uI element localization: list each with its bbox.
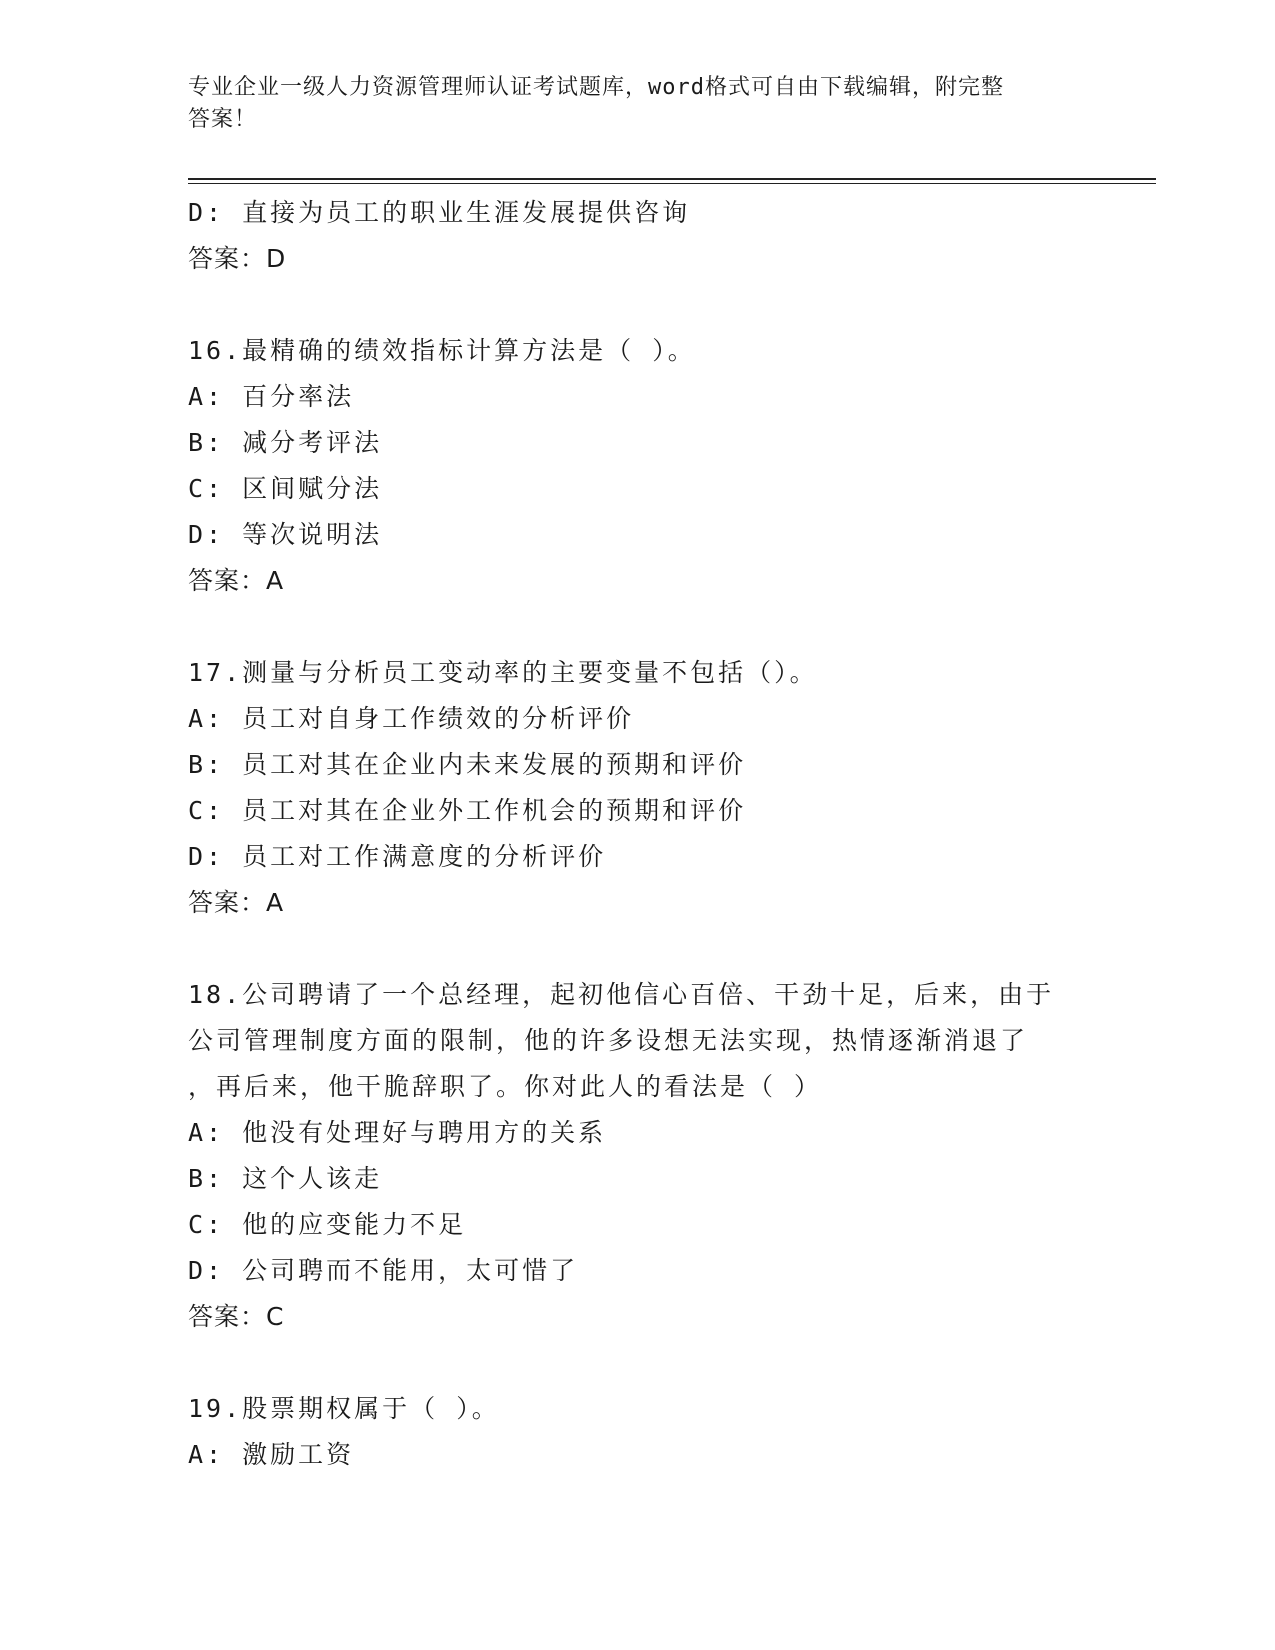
question-stem-line-1: 18.公司聘请了一个总经理，起初他信心百倍、干劲十足，后来，由于: [188, 980, 1055, 1009]
answer: 答案：C: [188, 1302, 285, 1331]
document-header: [188, 72, 1088, 136]
option-a: A: 他没有处理好与聘用方的关系: [188, 1118, 607, 1147]
spacer: [188, 282, 1108, 328]
question-stem-line-2: 公司管理制度方面的限制，他的许多设想无法实现，热情逐渐消退了: [188, 1026, 1029, 1055]
question-stem: 16.最精确的绩效指标计算方法是（ ）。: [188, 336, 696, 365]
header-divider-thin: [188, 183, 1156, 184]
spacer: [188, 926, 1108, 972]
header-line-2: 答案！: [188, 107, 258, 132]
option-c: C: 员工对其在企业外工作机会的预期和评价: [188, 796, 747, 825]
option-d: D: 等次说明法: [188, 520, 383, 549]
option-d: D: 员工对工作满意度的分析评价: [188, 842, 607, 871]
prev-answer: 答案：D: [188, 244, 287, 273]
option-c: C: 他的应变能力不足: [188, 1210, 467, 1239]
header-line-1: 专业企业一级人力资源管理师认证考试题库，word格式可自由下载编辑，附完整: [188, 75, 1004, 100]
prev-option-d: D: 直接为员工的职业生涯发展提供咨询: [188, 198, 691, 227]
question-16: [188, 328, 1108, 604]
option-c: C: 区间赋分法: [188, 474, 383, 503]
option-b: B: 减分考评法: [188, 428, 383, 457]
spacer: [188, 604, 1108, 650]
option-a: A: 员工对自身工作绩效的分析评价: [188, 704, 635, 733]
question-stem-line-3: ，再后来，他干脆辞职了。你对此人的看法是（ ）: [188, 1072, 823, 1101]
option-a: A: 激励工资: [188, 1440, 355, 1469]
question-stem: 19.股票期权属于（ ）。: [188, 1394, 500, 1423]
spacer: [188, 1340, 1108, 1386]
option-d: D: 公司聘而不能用，太可惜了: [188, 1256, 579, 1285]
question-stem: 17.测量与分析员工变动率的主要变量不包括（）。: [188, 658, 818, 687]
question-18: [188, 972, 1108, 1340]
question-list: [188, 190, 1108, 1478]
answer: 答案：A: [188, 888, 285, 917]
question-19: [188, 1386, 1108, 1478]
option-b: B: 这个人该走: [188, 1164, 383, 1193]
answer: 答案：A: [188, 566, 285, 595]
question-17: [188, 650, 1108, 926]
header-divider-thick: [188, 178, 1156, 180]
option-b: B: 员工对其在企业内未来发展的预期和评价: [188, 750, 747, 779]
option-a: A: 百分率法: [188, 382, 355, 411]
